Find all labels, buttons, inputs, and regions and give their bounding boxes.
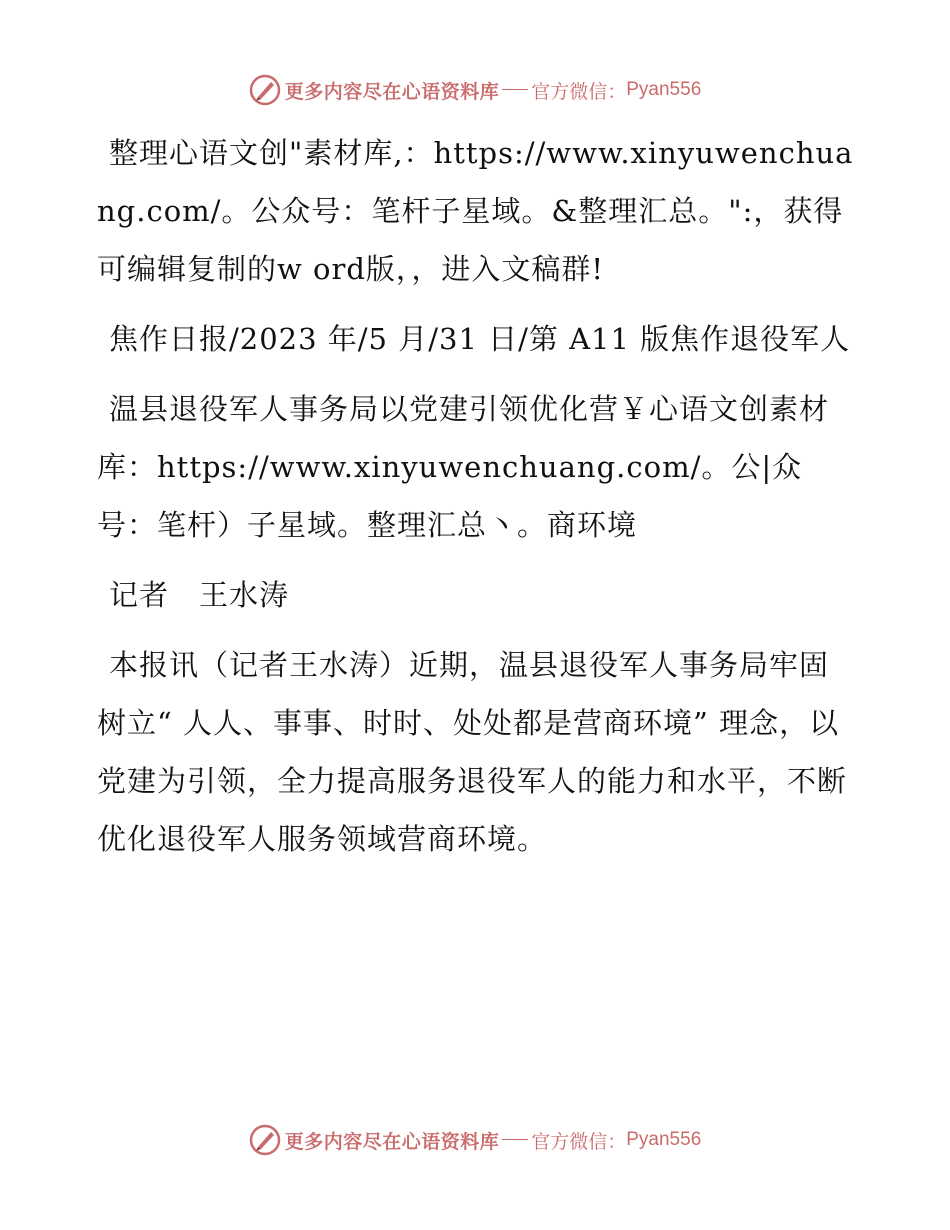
watermark-main-text: 更多内容尽在心语资料库: [284, 1130, 500, 1153]
header-watermark: [0, 72, 950, 108]
watermark-wechat-label: 官方微信：: [531, 1130, 627, 1153]
paragraph-body: 本报讯（记者王水涛）近期，温县退役军人事务局牢固树立“ 人人、事事、时时、处处都是营商环境” 理念，以党建为引领，全力提高服务退役军人的能力和水平，不断优化退役军人服务领域营商环境。: [97, 648, 848, 856]
quill-logo-icon: [249, 74, 281, 106]
watermark-dash: [502, 1139, 528, 1140]
watermark-wechat-id: Pyan556: [626, 79, 702, 100]
watermark-main-text: 更多内容尽在心语资料库: [284, 80, 500, 103]
document-body: [97, 124, 857, 880]
paragraph-byline: 记者 王水涛: [109, 578, 290, 612]
paragraph-intro: 整理心语文创"素材库,：https://www.xinyuwenchuang.com/。公众号：笔杆子星域。&整理汇总。":，获得可编辑复制的w ord版，，进入文稿群!: [97, 136, 854, 286]
quill-logo-icon: [249, 1124, 281, 1156]
paragraph-source: 焦作日报/2023 年/5 月/31 日/第 A11 版焦作退役军人: [109, 322, 851, 356]
paragraph-headline: 温县退役军人事务局以党建引领优化营￥心语文创素材库：https://www.xinyuwenchuang.com/。公|众号：笔杆）子星域。整理汇总丶。商环境: [97, 392, 830, 542]
footer-watermark: [0, 1122, 950, 1158]
watermark-wechat-id: Pyan556: [626, 1129, 702, 1150]
watermark-wechat-label: 官方微信：: [531, 80, 627, 103]
watermark-dash: [502, 89, 528, 90]
